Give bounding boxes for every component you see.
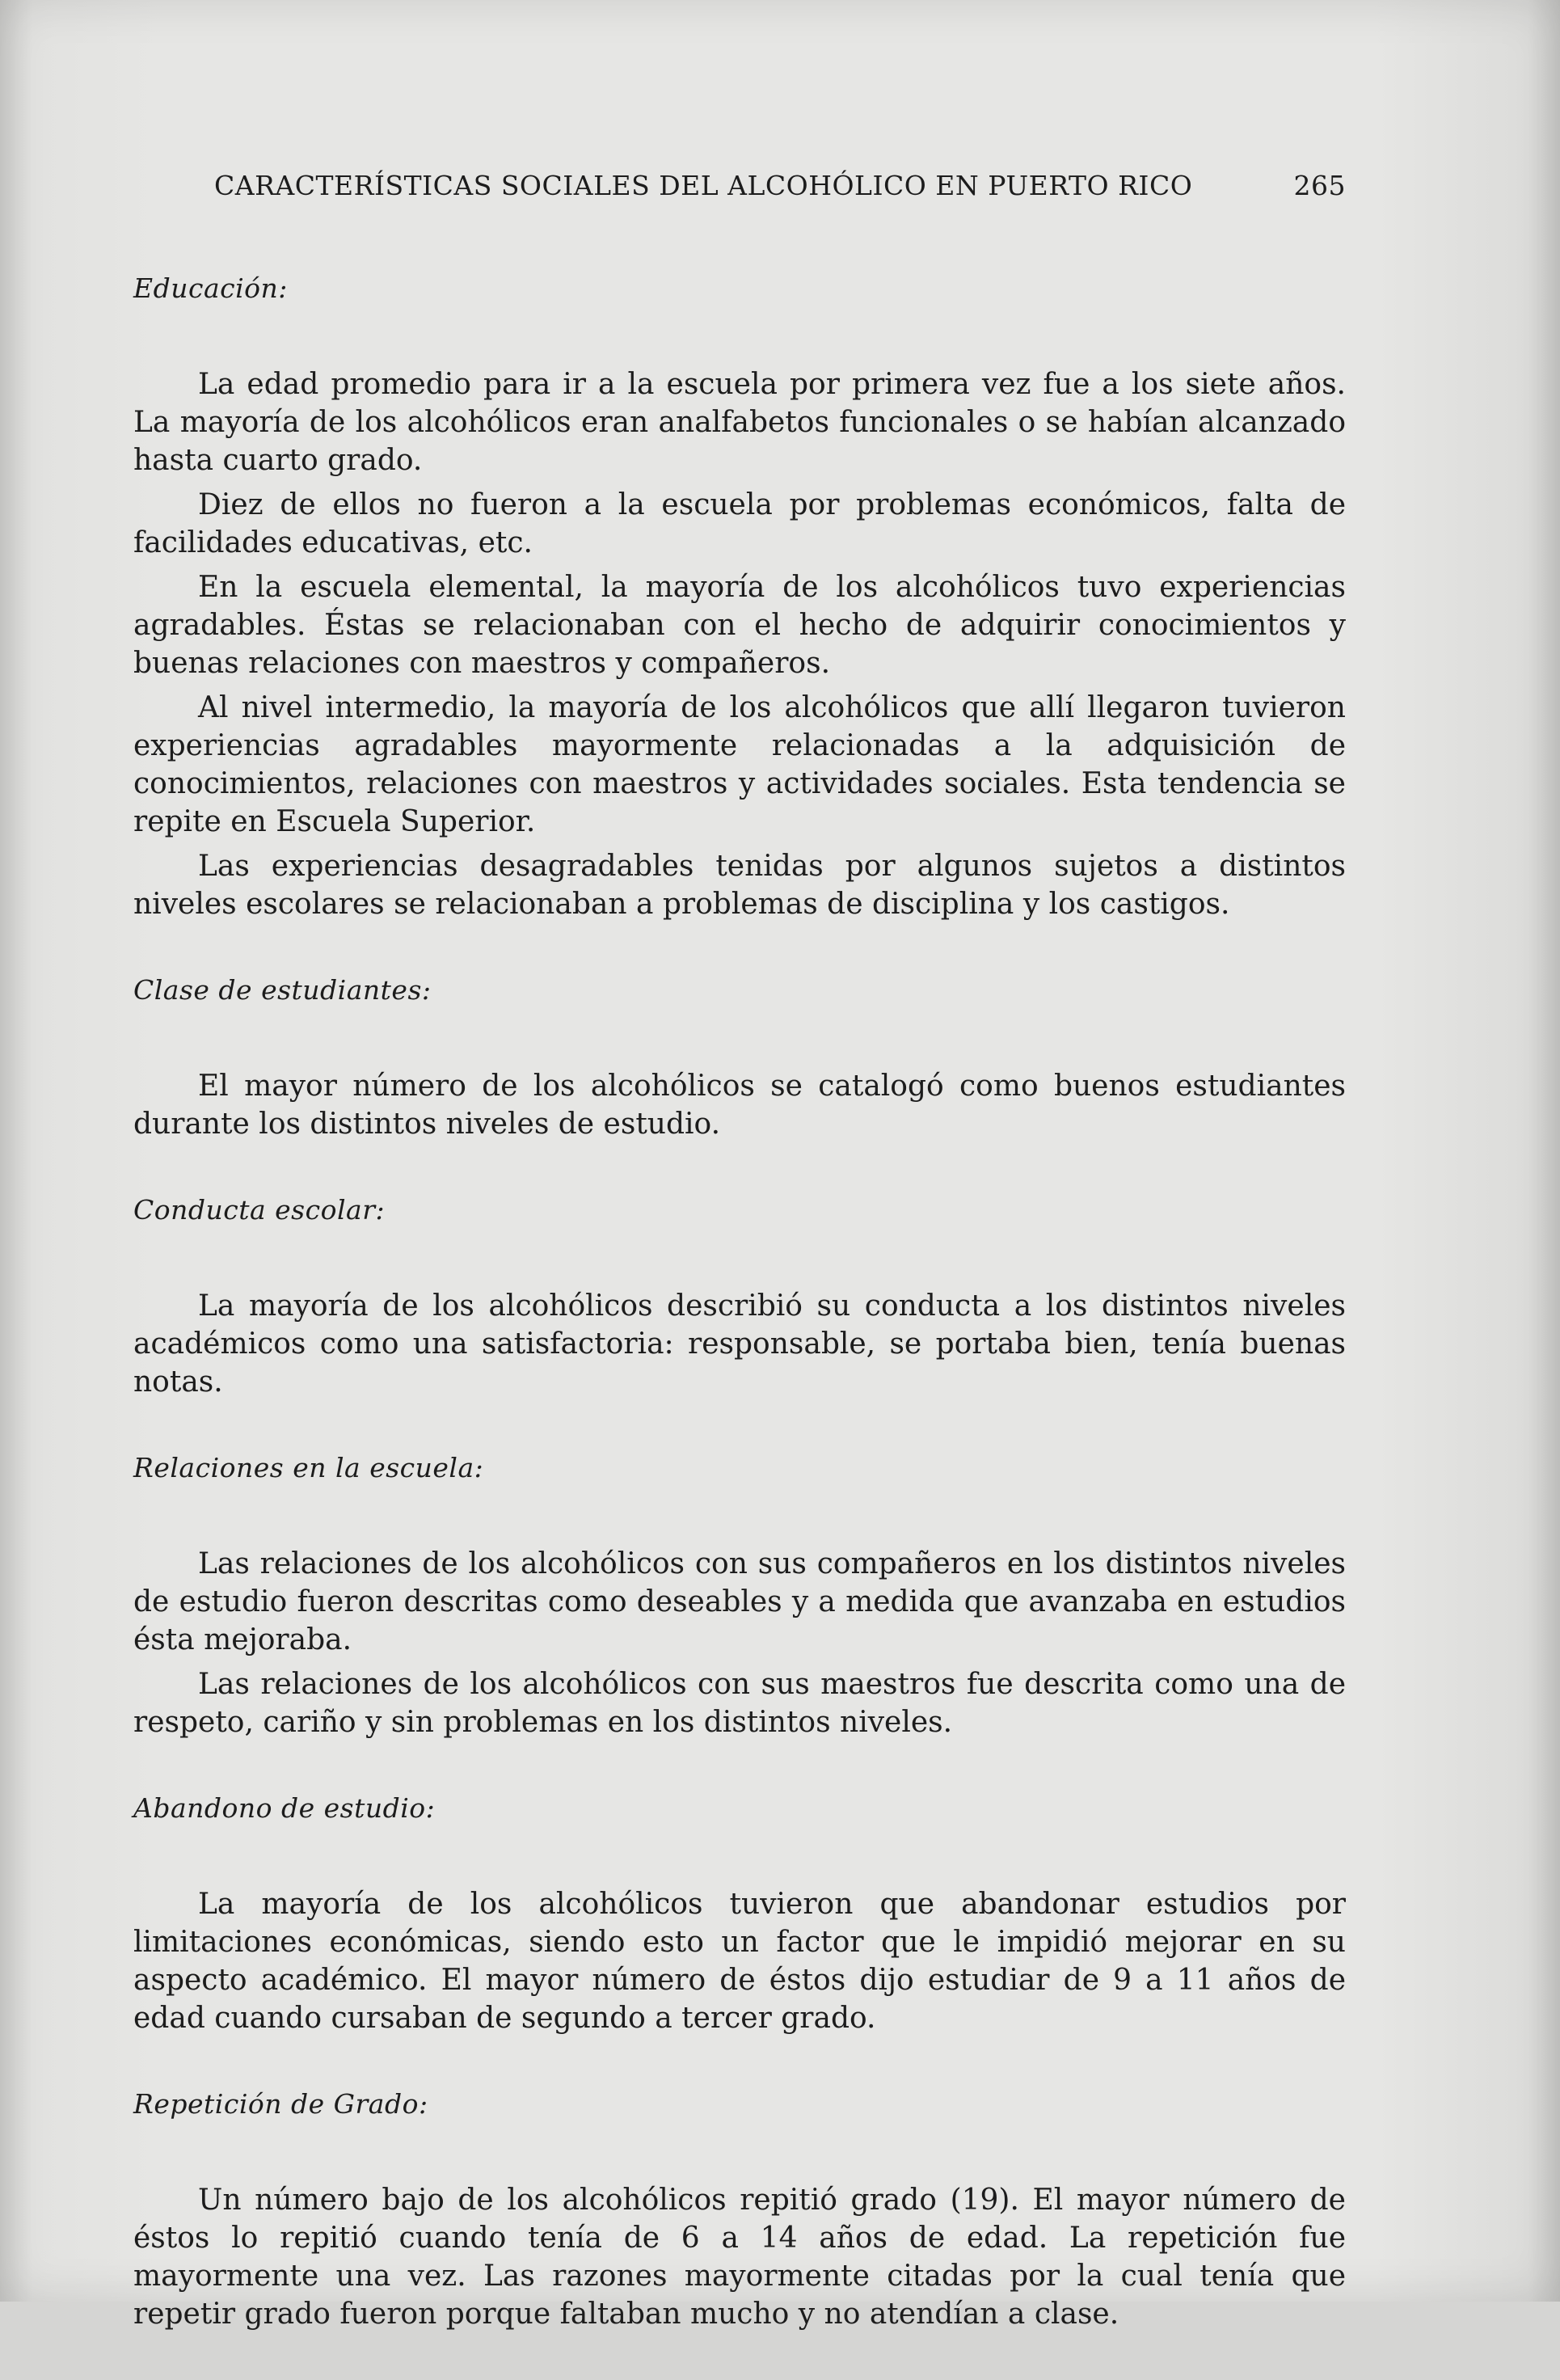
section-educacion bbox=[133, 268, 1346, 923]
section-heading: Repetición de Grado: bbox=[133, 2088, 428, 2120]
paragraph: El mayor número de los alcohólicos se catalogó como buenos estudiantes durante los distintos niveles de estudio. bbox=[133, 1070, 1346, 1141]
paragraph: En la escuela elemental, la mayoría de los alcohólicos tuvo experiencias agradables. Éstas se relacionaban con el hecho de adquirir conocimientos y buenas relaciones con maestros y compañeros. bbox=[133, 571, 1346, 680]
section-clase-de-estudiantes bbox=[133, 970, 1346, 1143]
paragraph: La mayoría de los alcohólicos describió su conducta a los distintos niveles académicos como una satisfactoria: responsable, se portaba bien, tenía buenas notas. bbox=[133, 1289, 1346, 1399]
paragraph: Al nivel intermedio, la mayoría de los alcohólicos que allí llegaron tuvieron experiencias agradables mayormente relacionadas a la adquisición de conocimientos, relaciones con maestros y actividades sociales. Esta tendencia se repite en Escuela Superior. bbox=[133, 691, 1346, 838]
page-number: 265 bbox=[1293, 170, 1346, 201]
section-heading: Conducta escolar: bbox=[133, 1194, 386, 1226]
section-heading: Relaciones en la escuela: bbox=[133, 1452, 484, 1483]
paragraph: Diez de ellos no fueron a la escuela por problemas económicos, falta de facilidades educativas, etc. bbox=[133, 488, 1346, 559]
section-relaciones-en-la-escuela bbox=[133, 1448, 1346, 1741]
section-heading: Clase de estudiantes: bbox=[133, 974, 432, 1006]
paragraph: La mayoría de los alcohólicos tuvieron que abandonar estudios por limitaciones económicas, siendo esto un factor que le impidió mejorar en su aspecto académico. El mayor número de éstos dijo estudiar de 9 a 11 años de edad cuando cursaban de segundo a tercer grado. bbox=[133, 1888, 1346, 2035]
running-header-title: CARACTERÍSTICAS SOCIALES DEL ALCOHÓLICO EN PUERTO RICO bbox=[214, 170, 1193, 201]
paragraph: Un número bajo de los alcohólicos repitió grado (19). El mayor número de éstos lo repitió cuando tenía de 6 a 14 años de edad. La repetición fue mayormente una vez. Las razones mayormente citadas por la cual tenía que repetir grado fueron porque faltaban mucho y no atendían a clase. bbox=[133, 2184, 1346, 2331]
paragraph: Las experiencias desagradables tenidas por algunos sujetos a distintos niveles escolares se relacionaban a problemas de disciplina y los castigos. bbox=[133, 850, 1346, 921]
paragraph: Las relaciones de los alcohólicos con sus maestros fue descrita como una de respeto, cariño y sin problemas en los distintos niveles. bbox=[133, 1668, 1346, 1739]
paragraph: Las relaciones de los alcohólicos con sus compañeros en los distintos niveles de estudio fueron descritas como deseables y a medida que avanzaba en estudios ésta mejoraba. bbox=[133, 1547, 1346, 1656]
section-heading: Educación: bbox=[133, 272, 288, 304]
running-header bbox=[214, 170, 1346, 210]
section-repeticion-de-grado bbox=[133, 2084, 1346, 2333]
section-conducta-escolar bbox=[133, 1190, 1346, 1401]
paragraph: La edad promedio para ir a la escuela por primera vez fue a los siete años. La mayoría de los alcohólicos eran analfabetos funcionales o se habían alcanzado hasta cuarto grado. bbox=[133, 368, 1346, 477]
section-heading: Abandono de estudio: bbox=[133, 1792, 436, 1824]
section-abandono-de-estudio bbox=[133, 1788, 1346, 2037]
page-content bbox=[133, 170, 1346, 2380]
